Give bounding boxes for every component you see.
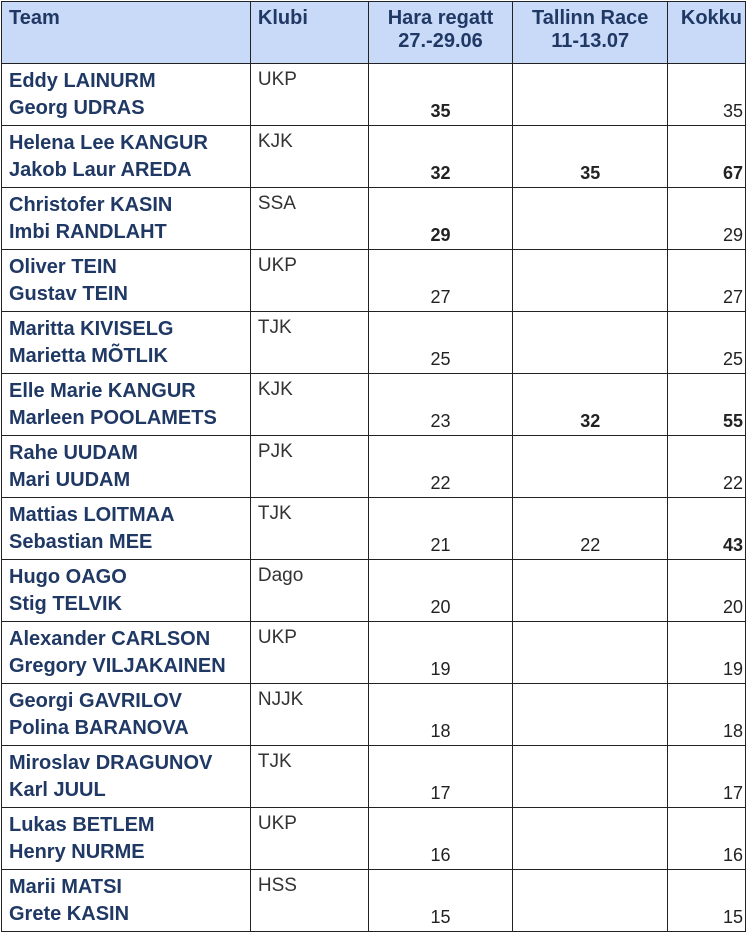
team-member-name: Maritta KIVISELG <box>9 318 174 340</box>
team-member-name: Henry NURME <box>9 841 145 863</box>
team-member-name: Miroslav DRAGUNOV <box>9 752 213 774</box>
table-row <box>2 312 746 374</box>
hara-regatt-points: 15 <box>368 870 513 932</box>
table-row <box>2 250 746 312</box>
total-points: 16 <box>668 808 746 870</box>
team-member-name: Polina BARANOVA <box>9 717 189 739</box>
total-points: 22 <box>668 436 746 498</box>
total-points: 29 <box>668 188 746 250</box>
team-member-name: Christofer KASIN <box>9 194 173 216</box>
hara-regatt-points: 20 <box>368 560 513 622</box>
team-member-name: Alexander CARLSON <box>9 628 211 650</box>
tallinn-race-points <box>513 684 668 746</box>
tallinn-race-points <box>513 808 668 870</box>
header-row <box>2 2 746 64</box>
team-member-name: Hugo OAGO <box>9 566 127 588</box>
team-member-name: Oliver TEIN <box>9 256 117 278</box>
tallinn-race-points <box>513 188 668 250</box>
club-cell: KJK <box>250 374 368 436</box>
hara-regatt-points: 16 <box>368 808 513 870</box>
total-points: 27 <box>668 250 746 312</box>
club-cell: TJK <box>250 498 368 560</box>
club-cell: UKP <box>250 250 368 312</box>
tallinn-race-points <box>513 312 668 374</box>
table-row <box>2 374 746 436</box>
header-tallinn-title: Tallinn Race <box>532 7 649 29</box>
table-row <box>2 498 746 560</box>
hara-regatt-points: 35 <box>368 64 513 126</box>
table-row <box>2 808 746 870</box>
club-cell: TJK <box>250 746 368 808</box>
total-points: 17 <box>668 746 746 808</box>
team-cell <box>2 250 251 312</box>
team-member-name: Stig TELVIK <box>9 593 122 615</box>
team-member-name: Mari UUDAM <box>9 469 131 491</box>
club-cell: HSS <box>250 870 368 932</box>
tallinn-race-points <box>513 64 668 126</box>
team-member-name: Marleen POOLAMETS <box>9 407 217 429</box>
table-row <box>2 64 746 126</box>
hara-regatt-points: 19 <box>368 622 513 684</box>
total-points: 20 <box>668 560 746 622</box>
header-kokku: Kokku <box>668 2 746 64</box>
team-member-name: Gustav TEIN <box>9 283 128 305</box>
table-row <box>2 684 746 746</box>
team-member-name: Georgi GAVRILOV <box>9 690 182 712</box>
club-cell: KJK <box>250 126 368 188</box>
table-row <box>2 560 746 622</box>
tallinn-race-points <box>513 436 668 498</box>
team-member-name: Sebastian MEE <box>9 531 153 553</box>
tallinn-race-points <box>513 870 668 932</box>
header-klubi: Klubi <box>250 2 368 64</box>
team-member-name: Helena Lee KANGUR <box>9 132 208 154</box>
hara-regatt-points: 17 <box>368 746 513 808</box>
team-cell <box>2 436 251 498</box>
team-cell <box>2 560 251 622</box>
team-member-name: Elle Marie KANGUR <box>9 380 196 402</box>
header-hara-dates: 27.-29.06 <box>398 30 483 52</box>
table-row <box>2 188 746 250</box>
club-cell: Dago <box>250 560 368 622</box>
header-hara-title: Hara regatt <box>387 7 494 29</box>
club-cell: UKP <box>250 808 368 870</box>
team-cell <box>2 188 251 250</box>
club-cell: NJJK <box>250 684 368 746</box>
header-tallinn-dates: 11-13.07 <box>551 30 630 52</box>
team-cell <box>2 684 251 746</box>
total-points: 43 <box>668 498 746 560</box>
team-cell <box>2 808 251 870</box>
results-table <box>1 1 746 932</box>
header-hara-regatt <box>368 2 513 64</box>
total-points: 67 <box>668 126 746 188</box>
tallinn-race-points <box>513 560 668 622</box>
hara-regatt-points: 23 <box>368 374 513 436</box>
table-row <box>2 870 746 932</box>
team-cell <box>2 746 251 808</box>
total-points: 19 <box>668 622 746 684</box>
total-points: 15 <box>668 870 746 932</box>
team-cell <box>2 64 251 126</box>
hara-regatt-points: 18 <box>368 684 513 746</box>
team-member-name: Gregory VILJAKAINEN <box>9 655 226 677</box>
team-member-name: Jakob Laur AREDA <box>9 159 192 181</box>
total-points: 35 <box>668 64 746 126</box>
tallinn-race-points: 32 <box>513 374 668 436</box>
header-tallinn-race <box>513 2 668 64</box>
table-row <box>2 622 746 684</box>
table-row <box>2 436 746 498</box>
team-cell <box>2 374 251 436</box>
hara-regatt-points: 29 <box>368 188 513 250</box>
table-row <box>2 126 746 188</box>
total-points: 18 <box>668 684 746 746</box>
team-cell <box>2 622 251 684</box>
tallinn-race-points: 35 <box>513 126 668 188</box>
team-cell <box>2 312 251 374</box>
hara-regatt-points: 25 <box>368 312 513 374</box>
team-member-name: Mattias LOITMAA <box>9 504 175 526</box>
team-member-name: Marii MATSI <box>9 876 122 898</box>
club-cell: UKP <box>250 622 368 684</box>
team-member-name: Georg UDRAS <box>9 97 145 119</box>
team-cell <box>2 870 251 932</box>
table-body <box>2 64 746 932</box>
team-member-name: Imbi RANDLAHT <box>9 221 167 243</box>
team-member-name: Lukas BETLEM <box>9 814 155 836</box>
team-member-name: Grete KASIN <box>9 903 130 925</box>
hara-regatt-points: 22 <box>368 436 513 498</box>
club-cell: TJK <box>250 312 368 374</box>
hara-regatt-points: 21 <box>368 498 513 560</box>
total-points: 25 <box>668 312 746 374</box>
hara-regatt-points: 27 <box>368 250 513 312</box>
club-cell: UKP <box>250 64 368 126</box>
tallinn-race-points: 22 <box>513 498 668 560</box>
team-cell <box>2 126 251 188</box>
header-team: Team <box>2 2 251 64</box>
team-cell <box>2 498 251 560</box>
team-member-name: Rahe UUDAM <box>9 442 138 464</box>
club-cell: SSA <box>250 188 368 250</box>
tallinn-race-points <box>513 622 668 684</box>
hara-regatt-points: 32 <box>368 126 513 188</box>
tallinn-race-points <box>513 746 668 808</box>
team-member-name: Marietta MÕTLIK <box>9 345 168 367</box>
team-member-name: Eddy LAINURM <box>9 70 156 92</box>
table-row <box>2 746 746 808</box>
club-cell: PJK <box>250 436 368 498</box>
total-points: 55 <box>668 374 746 436</box>
tallinn-race-points <box>513 250 668 312</box>
team-member-name: Karl JUUL <box>9 779 106 801</box>
